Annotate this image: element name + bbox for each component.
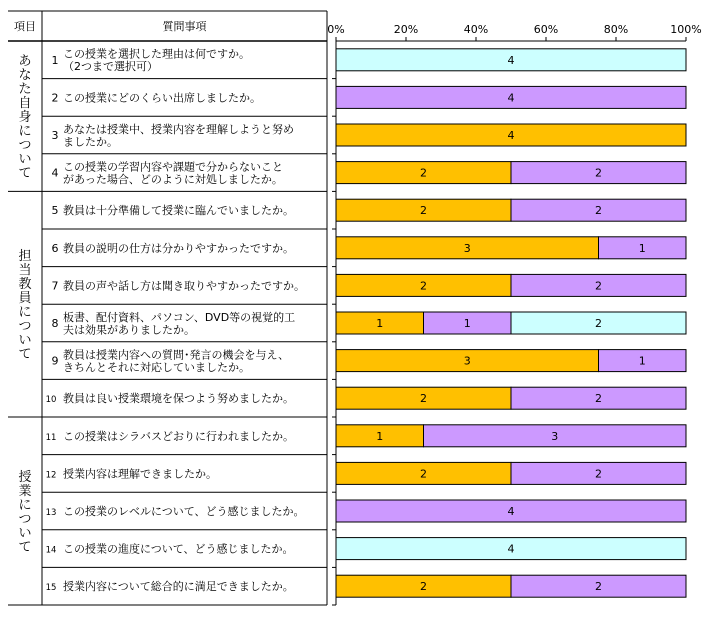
- question-number: 4: [51, 166, 59, 180]
- question-number: 1: [51, 53, 59, 67]
- question-text: があった場合、どのように対処しましたか。: [63, 172, 283, 186]
- question-number: 15: [45, 583, 57, 594]
- group-label-2-char: つ: [18, 319, 32, 335]
- bar-data-label: 4: [507, 129, 515, 142]
- question-text: 夫は効果がありましたか。: [63, 323, 195, 337]
- bar-data-label: 2: [595, 317, 602, 330]
- group-label-1-char: な: [18, 68, 32, 84]
- group-label-1-char: て: [18, 166, 32, 182]
- question-number: 12: [45, 470, 57, 481]
- question-text: 授業内容について総合的に満足できましたか。: [63, 580, 294, 594]
- bar-data-label: 4: [507, 505, 515, 518]
- bar-data-label: 1: [638, 241, 646, 255]
- bar-data-label: 2: [595, 467, 602, 481]
- question-text: ましたか。: [63, 135, 118, 149]
- bar-data-label: 4: [507, 91, 515, 105]
- group-label-1-char: に: [18, 124, 32, 140]
- question-text: 教員は授業内容への質問･発言の機会を与え、: [63, 348, 290, 362]
- bar-data-label: 1: [376, 429, 384, 443]
- question-text: 教員は良い授業環境を保つよう努めましたか。: [63, 392, 294, 406]
- bar-data-label: 1: [463, 317, 471, 330]
- x-tick-label: 80%: [603, 23, 629, 36]
- question-number: 2: [51, 91, 59, 105]
- bar-data-label: 2: [595, 392, 602, 406]
- group-label-2-char: 教: [18, 277, 32, 293]
- bar-data-label: 2: [595, 166, 602, 180]
- group-label-2-char: に: [18, 305, 32, 321]
- question-text: 板書、配付資料、パソコン、DVD等の視覚的工: [63, 310, 296, 324]
- question-text: この授業を選択した理由は何ですか。: [63, 47, 250, 61]
- bar-data-label: 1: [376, 317, 384, 330]
- question-number: 9: [51, 354, 59, 368]
- group-label-3-char: 授: [18, 470, 32, 485]
- bar-data-label: 2: [595, 279, 602, 293]
- bar-data-label: 2: [420, 204, 427, 218]
- question-text: この授業の学習内容や課題で分からないこと: [63, 160, 283, 174]
- question-text: この授業の進度について、どう感じましたか。: [63, 542, 294, 556]
- x-tick-label: 60%: [533, 23, 559, 36]
- bar-data-label: 1: [638, 354, 646, 368]
- question-text: この授業のレベルについて、どう感じましたか。: [63, 505, 305, 518]
- question-text: 教員の声や話し方は聞き取りやすかったですか。: [63, 279, 305, 293]
- question-number: 6: [51, 241, 59, 255]
- x-tick-label: 100%: [670, 23, 702, 36]
- group-label-1-char: 身: [18, 110, 32, 126]
- question-text: （2つまで選択可）: [63, 60, 158, 74]
- group-label-2-char: 当: [18, 263, 32, 279]
- bar-data-label: 2: [595, 204, 602, 218]
- question-number: 5: [51, 204, 59, 218]
- question-number: 13: [45, 508, 57, 518]
- bar-data-label: 4: [507, 542, 515, 556]
- group-label-1-char: い: [18, 152, 32, 168]
- question-number: 10: [45, 395, 57, 406]
- question-text: この授業はシラバスどおりに行われましたか。: [63, 429, 294, 443]
- question-text: 授業内容は理解できましたか。: [63, 467, 217, 481]
- group-label-2-char: 員: [18, 291, 32, 307]
- bar-data-label: 2: [420, 166, 427, 180]
- group-label-2-char: い: [18, 333, 32, 349]
- bar-data-label: 3: [463, 354, 471, 368]
- bar-data-label: 3: [463, 241, 471, 255]
- question-number: 11: [45, 432, 57, 443]
- question-text: あなたは授業中、授業内容を理解しようと努め: [63, 122, 294, 136]
- group-label-2-char: て: [18, 347, 32, 363]
- group-label-3-char: に: [18, 498, 32, 513]
- question-text: この授業にどのくらい出席しましたか。: [63, 91, 261, 105]
- bar-data-label: 3: [551, 429, 559, 443]
- header-question: 質問事項: [162, 20, 207, 33]
- group-label-1-char: あ: [18, 54, 32, 70]
- group-label-3-char: い: [18, 526, 32, 541]
- group-label-3-char: 業: [18, 484, 32, 499]
- bar-data-label: 2: [420, 580, 427, 594]
- bar-data-label: 2: [420, 392, 427, 406]
- header-item: 項目: [14, 20, 36, 33]
- x-tick-label: 40%: [463, 23, 489, 36]
- group-label-3-char: て: [18, 540, 32, 555]
- group-label-2-char: 担: [18, 249, 32, 265]
- bar-data-label: 2: [420, 279, 427, 293]
- question-text: 教員の説明の仕方は分かりやすかったですか。: [63, 241, 294, 255]
- x-tick-label: 20%: [393, 23, 419, 36]
- question-number: 8: [51, 317, 59, 330]
- x-tick-label: 0%: [327, 23, 345, 36]
- question-text: きちんとそれに対応していましたか。: [63, 360, 250, 374]
- bar-data-label: 4: [507, 53, 515, 67]
- bar-data-label: 2: [595, 580, 602, 594]
- group-label-1-char: つ: [18, 138, 32, 154]
- group-label-3-char: つ: [18, 512, 32, 527]
- group-label-1-char: 自: [18, 96, 32, 112]
- question-text: 教員は十分準備して授業に臨んでいましたか。: [63, 204, 294, 218]
- group-label-1-char: た: [18, 82, 32, 98]
- question-number: 7: [51, 279, 59, 293]
- bar-data-label: 2: [420, 467, 427, 481]
- question-number: 3: [51, 129, 59, 142]
- question-number: 14: [45, 545, 57, 556]
